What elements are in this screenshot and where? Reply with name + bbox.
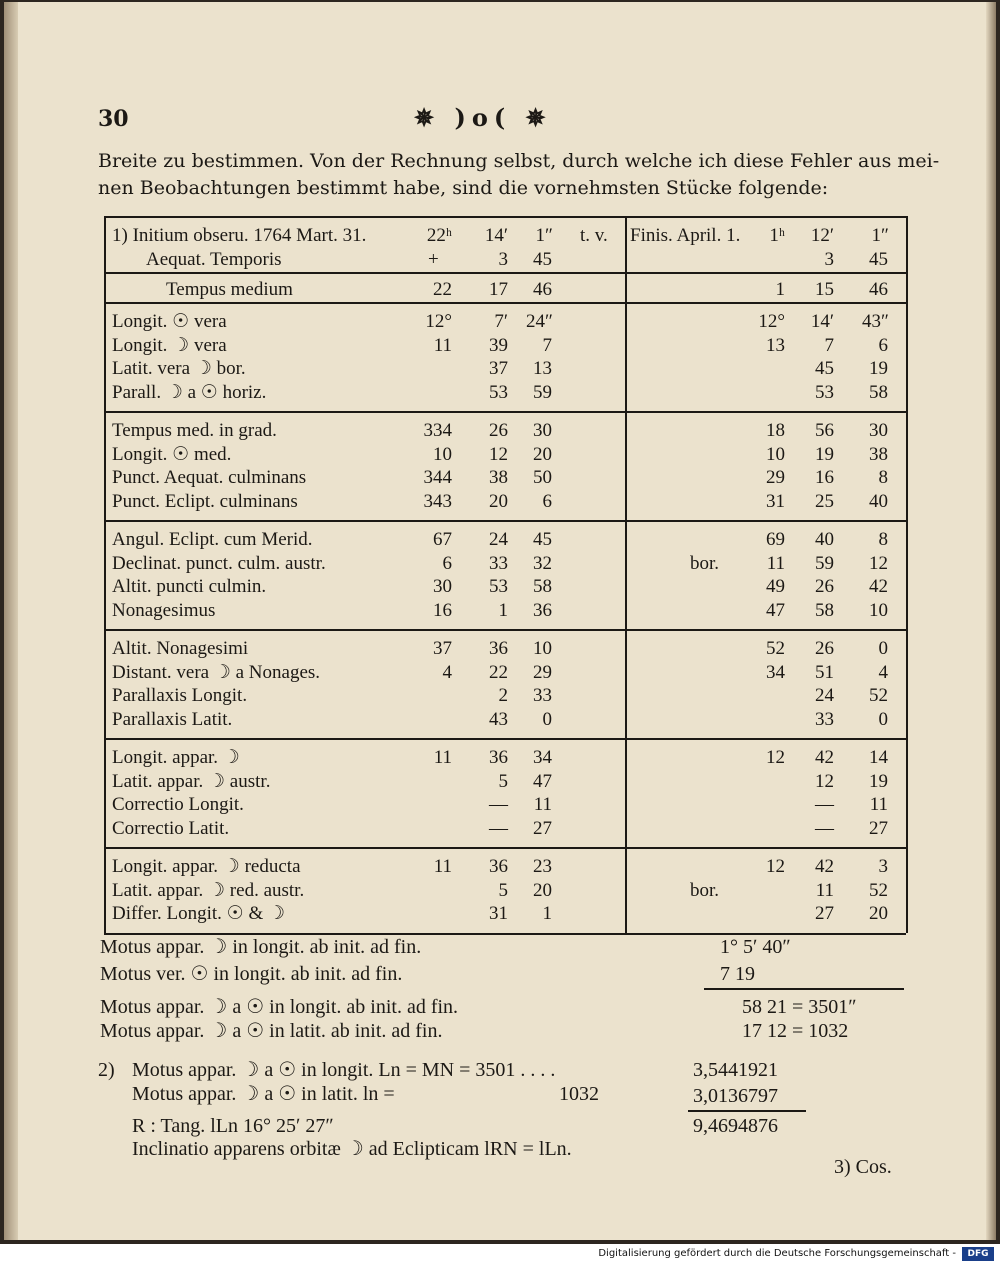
- section-2-line-2: Motus appar. ☽ a ☉ in latit. ln =: [132, 1083, 395, 1105]
- row-left-2: 32: [533, 553, 552, 574]
- row-right-2: 4: [878, 662, 888, 683]
- row-right-2: 19: [869, 358, 888, 379]
- row-left-1: 39: [489, 335, 508, 356]
- row-left-0: 6: [442, 553, 452, 574]
- row-right-1: 42: [815, 747, 834, 768]
- row-left-0: 30: [433, 576, 452, 597]
- row-right-2: 12: [869, 553, 888, 574]
- section-2-line-1: Motus appar. ☽ a ☉ in longit. Ln = MN = 3501 . . . .: [132, 1059, 556, 1081]
- row-left-1: 5: [498, 880, 508, 901]
- motus-label: Motus appar. ☽ a ☉ in latit. ab init. ad fin.: [100, 1020, 443, 1042]
- row-right-1: 19: [815, 444, 834, 465]
- book-page: [4, 2, 996, 1240]
- row-label: Longit. ☽ vera: [112, 335, 227, 356]
- row-left-0: 4: [442, 662, 452, 683]
- header-ornament: ✵ )o( ✵: [414, 103, 552, 132]
- section-2-line-2-value: 1032: [559, 1083, 599, 1105]
- group-rule: [104, 738, 906, 740]
- row-right-2: 6: [878, 335, 888, 356]
- note-bor: bor.: [690, 553, 720, 574]
- head-right-val-2: 1ʺ: [871, 225, 888, 246]
- row-left-0: 343: [423, 491, 452, 512]
- row-left-1: 12: [489, 444, 508, 465]
- eq-right-1: 3: [824, 249, 834, 270]
- eq-left-1: 3: [498, 249, 508, 270]
- head-right-val-1: 12ʹ: [810, 225, 834, 246]
- row-right-1: 16: [815, 467, 834, 488]
- section-2-value-1: 3,5441921: [693, 1059, 778, 1081]
- dfg-logo: DFG: [962, 1247, 994, 1261]
- row-right-1: 53: [815, 382, 834, 403]
- row-right-1: 59: [815, 553, 834, 574]
- row-right-2: 8: [878, 467, 888, 488]
- row-right-1: 42: [815, 856, 834, 877]
- row-left-0: 11: [433, 856, 452, 877]
- row-right-2: 52: [869, 685, 888, 706]
- tm-right-0: 1: [775, 279, 785, 300]
- row-right-2: 10: [869, 600, 888, 621]
- motus-label: Motus appar. ☽ in longit. ab init. ad fin.: [100, 936, 422, 958]
- row-label: Longit. appar. ☽ reducta: [112, 856, 301, 877]
- row-left-1: 24: [489, 529, 508, 550]
- row-right-1: 11: [815, 880, 834, 901]
- row-right-2: 58: [869, 382, 888, 403]
- group-rule: [104, 520, 906, 522]
- row-right-2: 11: [869, 794, 888, 815]
- motus-sum-rule: [704, 988, 904, 990]
- page-gutter: [4, 2, 18, 1240]
- row-label: Angul. Eclipt. cum Merid.: [112, 529, 313, 550]
- row-right-2: 3: [878, 856, 888, 877]
- row-left-2: 36: [533, 600, 552, 621]
- row-left-1: 53: [489, 576, 508, 597]
- row-right-0: 13: [766, 335, 785, 356]
- row-label: Latit. appar. ☽ austr.: [112, 771, 271, 792]
- row-label: Punct. Aequat. culminans: [112, 467, 307, 488]
- equation-label: Aequat. Temporis: [146, 249, 282, 270]
- row-right-2: 19: [869, 771, 888, 792]
- head-left-val-1: 14ʹ: [484, 225, 508, 246]
- row-left-1: 1: [498, 600, 508, 621]
- row-right-1: 40: [815, 529, 834, 550]
- section-2-value-2: 3,0136797: [693, 1085, 778, 1107]
- row-label: Tempus med. in grad.: [112, 420, 277, 441]
- row-label: Longit. appar. ☽: [112, 747, 240, 768]
- row-right-0: 34: [766, 662, 785, 683]
- row-left-2: 23: [533, 856, 552, 877]
- row-left-2: 7: [542, 335, 552, 356]
- section-2-number: 2): [98, 1059, 115, 1081]
- row-left-2: 30: [533, 420, 552, 441]
- row-right-2: 8: [878, 529, 888, 550]
- row-left-2: 20: [533, 880, 552, 901]
- intro-line-2: nen Beobachtungen bestimmt habe, sind die vornehmsten Stücke folgende:: [98, 177, 829, 199]
- row-left-2: 6: [542, 491, 552, 512]
- row-left-1: —: [489, 794, 508, 815]
- row-left-1: 20: [489, 491, 508, 512]
- section-2-line-4: Inclinatio apparens orbitæ ☽ ad Eclipticam lRN = lLn.: [132, 1138, 572, 1160]
- row-left-2: 59: [533, 382, 552, 403]
- row-left-1: —: [489, 818, 508, 839]
- row-right-0: 49: [766, 576, 785, 597]
- motus-label: Motus ver. ☉ in longit. ab init. ad fin.: [100, 963, 403, 985]
- row-left-0: 334: [423, 420, 452, 441]
- table-head-right: Finis. April. 1.: [630, 225, 741, 246]
- row-left-2: 11: [533, 794, 552, 815]
- row-right-1: 26: [815, 576, 834, 597]
- table-head-tv: t. v.: [580, 225, 608, 246]
- row-label: Latit. vera ☽ bor.: [112, 358, 246, 379]
- head-left-val-2: 1ʺ: [535, 225, 552, 246]
- row-left-0: 16: [433, 600, 452, 621]
- row-left-1: 2: [498, 685, 508, 706]
- row-label: Parallaxis Latit.: [112, 709, 233, 730]
- row-left-2: 58: [533, 576, 552, 597]
- row-right-1: —: [815, 818, 834, 839]
- page-edge: [986, 2, 996, 1240]
- row-left-2: 47: [533, 771, 552, 792]
- row-right-2: 30: [869, 420, 888, 441]
- row-left-0: 67: [433, 529, 452, 550]
- row-right-0: 18: [766, 420, 785, 441]
- row-right-2: 20: [869, 903, 888, 924]
- row-label: Distant. vera ☽ a Nonages.: [112, 662, 321, 683]
- row-left-0: 10: [433, 444, 452, 465]
- row-left-2: 29: [533, 662, 552, 683]
- row-right-0: 29: [766, 467, 785, 488]
- row-right-1: 24: [815, 685, 834, 706]
- table-middle-rule: [625, 216, 627, 933]
- row-right-1: 26: [815, 638, 834, 659]
- row-right-1: 25: [815, 491, 834, 512]
- row-right-0: 52: [766, 638, 785, 659]
- intro-line-1: Breite zu bestimmen. Von der Rechnung selbst, durch welche ich diese Fehler aus mei-: [98, 150, 940, 172]
- row-left-0: 344: [423, 467, 452, 488]
- row-label: Parall. ☽ a ☉ horiz.: [112, 382, 267, 403]
- row-right-1: 27: [815, 903, 834, 924]
- row-left-0: 11: [433, 335, 452, 356]
- group-rule: [104, 847, 906, 849]
- row-label: Longit. ☉ vera: [112, 311, 227, 332]
- row-left-2: 45: [533, 529, 552, 550]
- sum-rule: [688, 1110, 806, 1112]
- table-left-rule: [104, 216, 106, 933]
- row-label: Correctio Longit.: [112, 794, 244, 815]
- row-label: Differ. Longit. ☉ & ☽: [112, 903, 286, 924]
- row-right-0: 47: [766, 600, 785, 621]
- row-right-2: 42: [869, 576, 888, 597]
- row-right-1: —: [815, 794, 834, 815]
- row-left-1: 31: [489, 903, 508, 924]
- row-left-2: 1: [542, 903, 552, 924]
- group-rule: [104, 933, 906, 935]
- row-right-0: 12: [766, 856, 785, 877]
- row-label: Nonagesimus: [112, 600, 216, 621]
- row-right-2: 38: [869, 444, 888, 465]
- equation-sign: +: [428, 249, 439, 270]
- row-left-1: 36: [489, 856, 508, 877]
- table-head-left: 1) Initium obseru. 1764 Mart. 31.: [112, 225, 367, 246]
- row-label: Punct. Eclipt. culminans: [112, 491, 298, 512]
- tm-right-2: 46: [869, 279, 888, 300]
- row-label: Altit. puncti culmin.: [112, 576, 267, 597]
- tempus-medium-label: Tempus medium: [166, 279, 293, 300]
- row-label: Correctio Latit.: [112, 818, 230, 839]
- row-left-2: 24ʺ: [526, 311, 552, 332]
- row-right-0: 12°: [758, 311, 785, 332]
- row-left-1: 53: [489, 382, 508, 403]
- tm-right-1: 15: [815, 279, 834, 300]
- row-right-1: 56: [815, 420, 834, 441]
- note-bor: bor.: [690, 880, 720, 901]
- footer-bar: [0, 1244, 1000, 1264]
- row-left-1: 36: [489, 747, 508, 768]
- row-right-2: 0: [878, 709, 888, 730]
- row-left-2: 10: [533, 638, 552, 659]
- row-left-2: 27: [533, 818, 552, 839]
- row-left-2: 13: [533, 358, 552, 379]
- row-left-1: 33: [489, 553, 508, 574]
- row-left-0: 12°: [425, 311, 452, 332]
- table-right-rule: [906, 216, 908, 933]
- row-right-0: 11: [766, 553, 785, 574]
- row-right-2: 14: [869, 747, 888, 768]
- row-left-2: 0: [542, 709, 552, 730]
- row-left-2: 34: [533, 747, 552, 768]
- row-left-1: 22: [489, 662, 508, 683]
- row-left-1: 37: [489, 358, 508, 379]
- catchword: 3) Cos.: [834, 1156, 892, 1178]
- row-right-1: 33: [815, 709, 834, 730]
- row-right-1: 12: [815, 771, 834, 792]
- row-left-0: 37: [433, 638, 452, 659]
- page-number: 30: [98, 106, 129, 132]
- head-right-val-0: 1ʰ: [769, 225, 785, 246]
- motus-value: 7 19: [720, 963, 755, 985]
- row-right-2: 0: [878, 638, 888, 659]
- row-left-1: 43: [489, 709, 508, 730]
- section-2-value-3: 9,4694876: [693, 1115, 778, 1137]
- section-2-line-3: R : Tang. lLn 16° 25ʹ 27ʺ: [132, 1115, 333, 1137]
- row-right-1: 58: [815, 600, 834, 621]
- tm-left-1: 17: [489, 279, 508, 300]
- table-top-rule: [104, 216, 906, 218]
- row-right-0: 31: [766, 491, 785, 512]
- row-left-0: 11: [433, 747, 452, 768]
- row-right-1: 14ʹ: [810, 311, 834, 332]
- row-label: Altit. Nonagesimi: [112, 638, 249, 659]
- row-label: Parallaxis Longit.: [112, 685, 248, 706]
- row-left-2: 33: [533, 685, 552, 706]
- row-right-2: 43ʺ: [862, 311, 888, 332]
- row-left-1: 36: [489, 638, 508, 659]
- row-left-1: 26: [489, 420, 508, 441]
- group-rule: [104, 629, 906, 631]
- row-right-0: 12: [766, 747, 785, 768]
- row-right-0: 10: [766, 444, 785, 465]
- eq-left-2: 45: [533, 249, 552, 270]
- motus-value: 1° 5ʹ 40ʺ: [720, 936, 790, 958]
- row-rule: [104, 272, 906, 274]
- head-left-val-0: 22ʰ: [426, 225, 452, 246]
- row-right-1: 51: [815, 662, 834, 683]
- eq-right-2: 45: [869, 249, 888, 270]
- group-rule: [104, 411, 906, 413]
- footer-credit: Digitalisierung gefördert durch die Deutsche Forschungsgemeinschaft -: [598, 1248, 956, 1259]
- row-label: Declinat. punct. culm. austr.: [112, 553, 326, 574]
- row-right-2: 52: [869, 880, 888, 901]
- row-left-2: 50: [533, 467, 552, 488]
- row-right-1: 7: [824, 335, 834, 356]
- motus-value: 17 12 = 1032: [742, 1020, 849, 1042]
- row-right-0: 69: [766, 529, 785, 550]
- row-label: Longit. ☉ med.: [112, 444, 232, 465]
- row-right-2: 40: [869, 491, 888, 512]
- row-left-1: 7ʹ: [494, 311, 508, 332]
- motus-label: Motus appar. ☽ a ☉ in longit. ab init. ad fin.: [100, 996, 459, 1018]
- row-rule: [104, 302, 906, 304]
- row-right-1: 45: [815, 358, 834, 379]
- tm-left-2: 46: [533, 279, 552, 300]
- row-left-1: 38: [489, 467, 508, 488]
- row-left-2: 20: [533, 444, 552, 465]
- motus-value: 58 21 = 3501ʺ: [742, 996, 856, 1018]
- tm-left-0: 22: [433, 279, 452, 300]
- row-right-2: 27: [869, 818, 888, 839]
- row-label: Latit. appar. ☽ red. austr.: [112, 880, 305, 901]
- row-left-1: 5: [498, 771, 508, 792]
